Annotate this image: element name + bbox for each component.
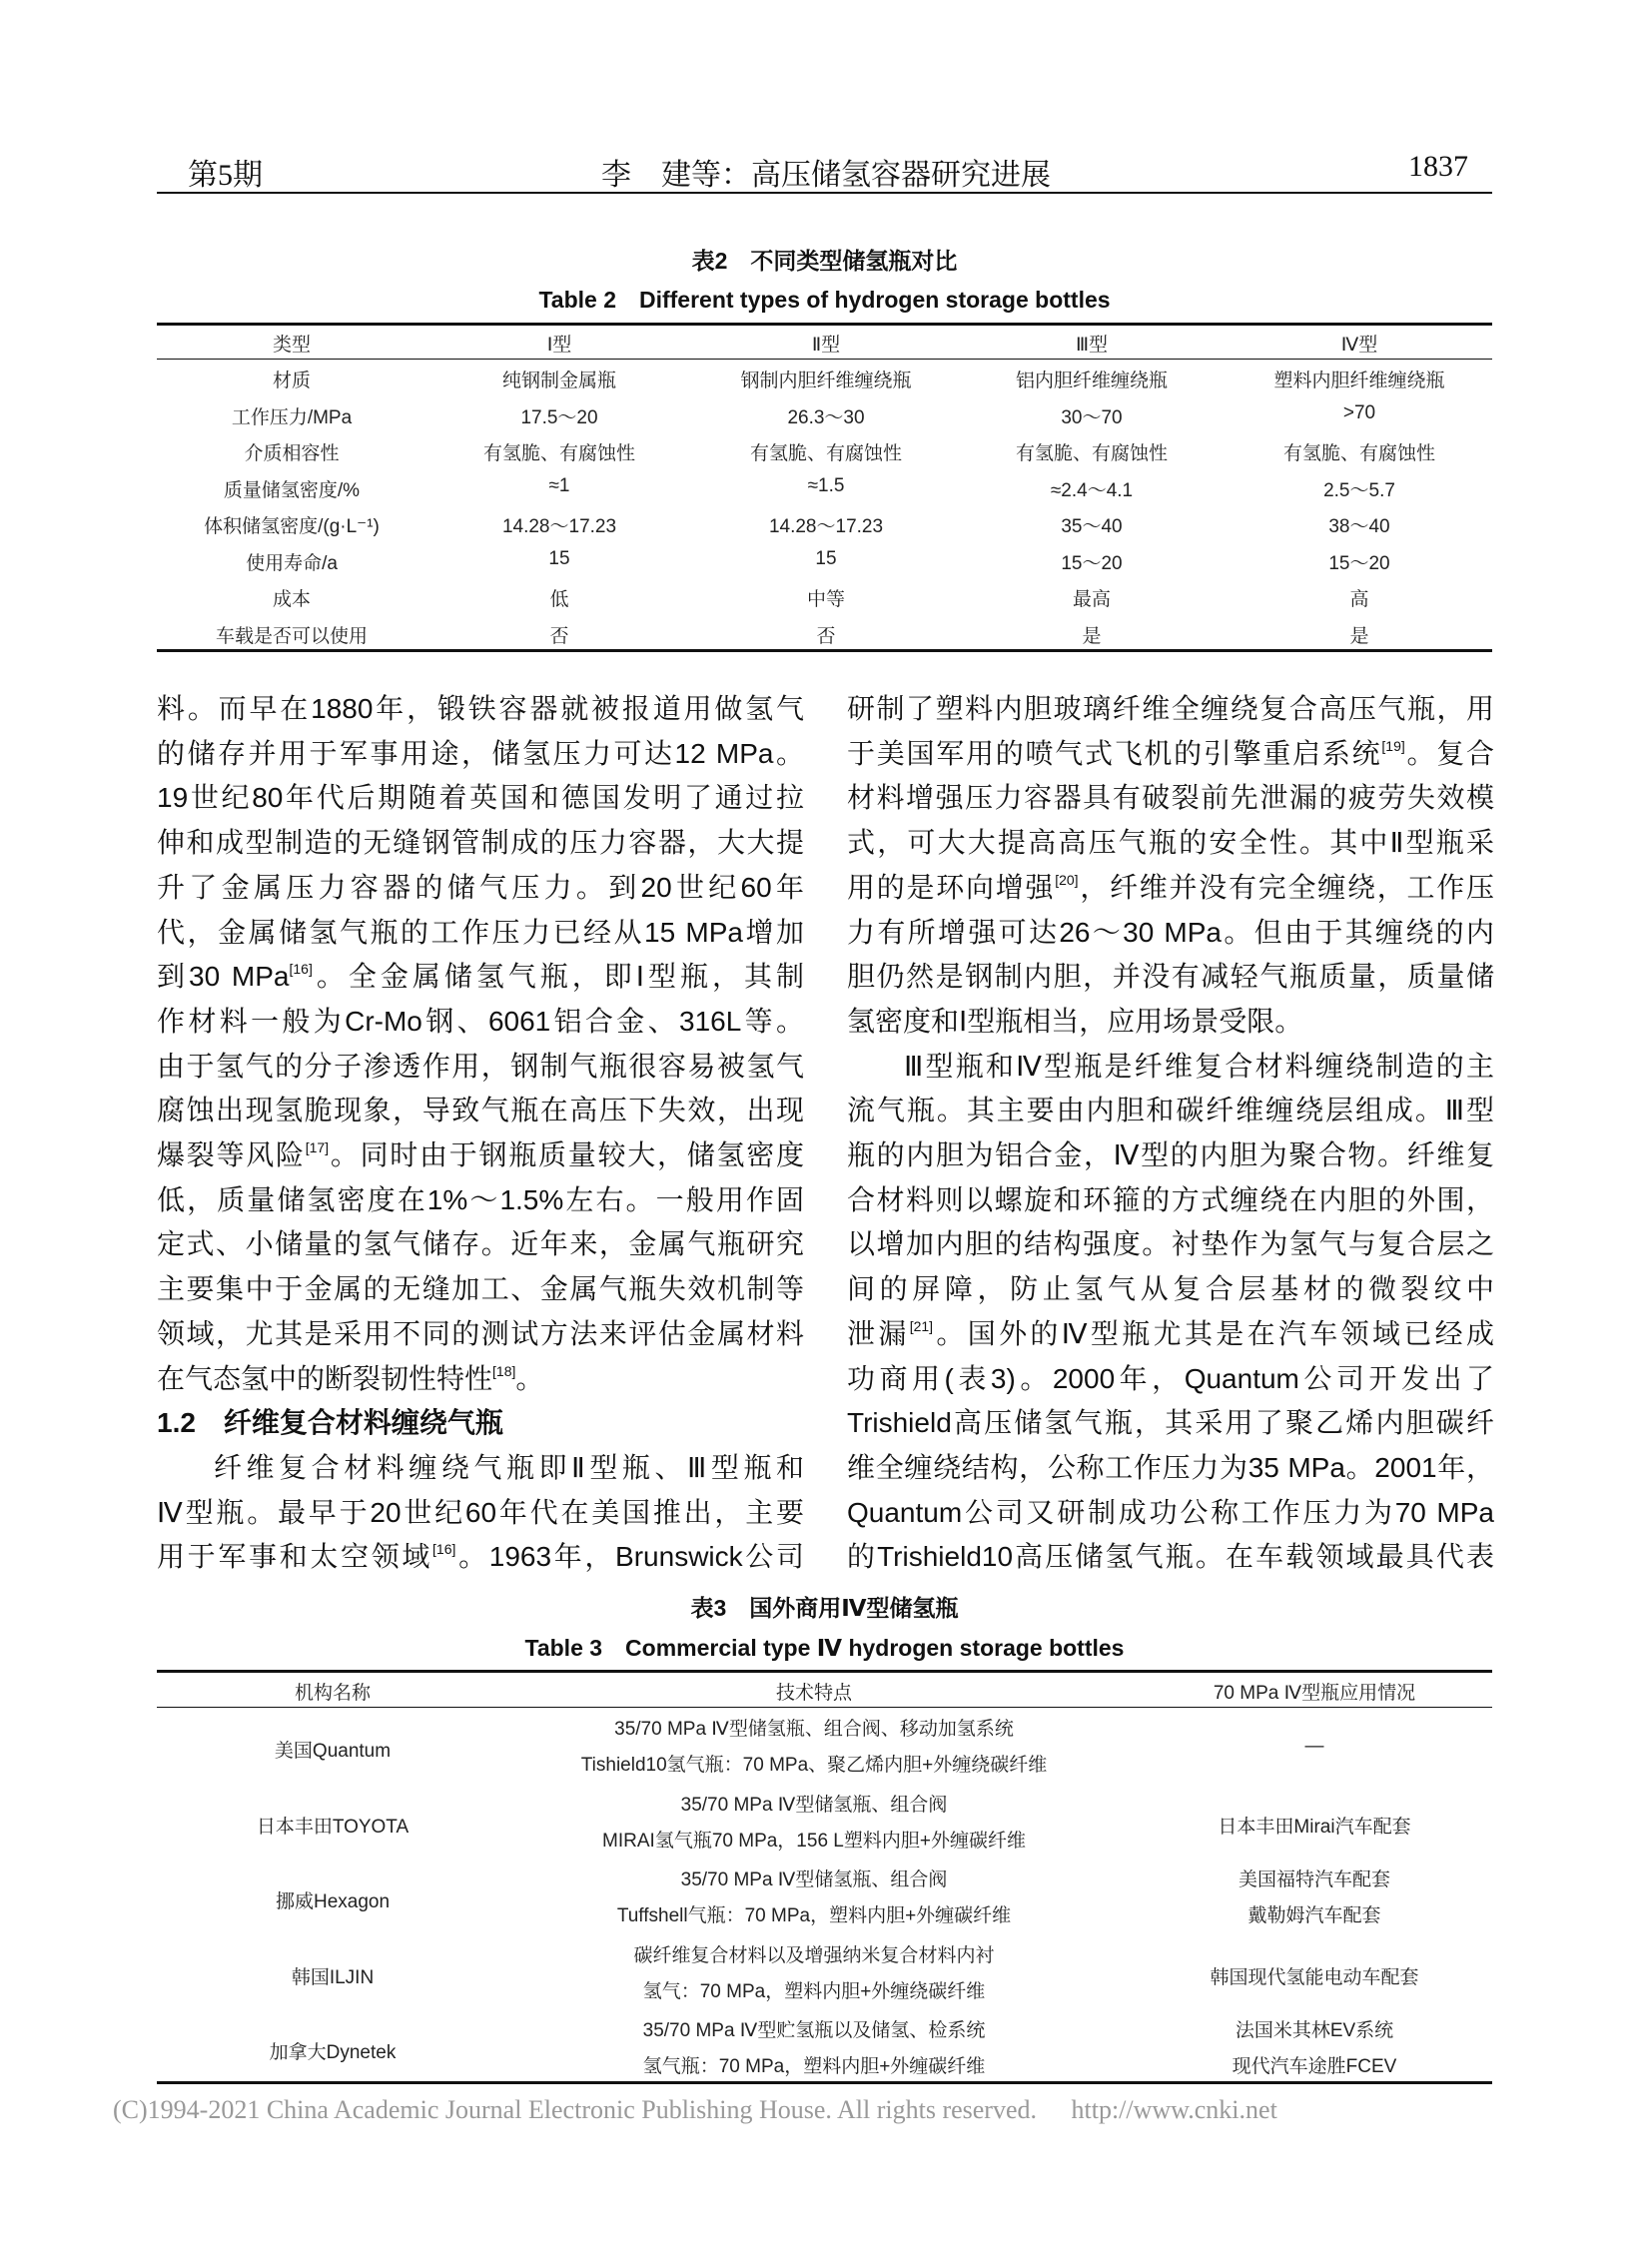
text-segment: 于美国军用的喷气式飞机的引擎重启系统 [847, 737, 1382, 769]
table-cell: 38～40 [1328, 516, 1390, 537]
table-cell: 低 [549, 589, 569, 610]
text-line [847, 866, 1494, 910]
table-cell: 30～70 [1061, 406, 1123, 428]
table-cell: 2.5～5.7 [1323, 479, 1395, 501]
tech-feature: 35/70 MPa Ⅳ型贮氢瓶以及储氢、检系统 [642, 2020, 986, 2041]
text-segment: 。同时由于钢瓶质量较大，储氢密度 [329, 1139, 804, 1170]
application: 韩国现代氢能电动车配套 [1210, 1966, 1419, 1988]
table-cell: 材质 [272, 371, 312, 391]
table-cell: 质量储氢密度/% [223, 479, 361, 501]
table-cell: 有氢脆、有腐蚀性 [1015, 443, 1169, 464]
text-segment: 作材料一般为Cr-Mo钢、6061铝合金、316L等。 [157, 1005, 804, 1037]
citation-ref: [19] [1381, 737, 1405, 754]
running-title: 李 建等：高压储氢容器研究进展 [601, 159, 1051, 192]
text-segment: 功商用(表3)。2000年，Quantum公司开发出了 [847, 1362, 1494, 1394]
text-segment: Ⅲ型瓶和Ⅳ型瓶是纤维复合材料缠绕制造的主 [904, 1050, 1494, 1082]
text-segment: Ⅳ型瓶。最早于20世纪60年代在美国推出，主要 [157, 1496, 804, 1528]
table-cell: 15～20 [1061, 552, 1123, 574]
text-segment: 研制了塑料内胆玻璃纤维全缠绕复合高压气瓶，用 [847, 693, 1494, 724]
tech-feature: 35/70 MPa Ⅳ型储氢瓶、组合阀、移动加氢系统 [614, 1719, 1014, 1740]
application: 法国米其林EV系统 [1235, 2020, 1394, 2041]
text-line [847, 1491, 1494, 1535]
citation-ref: [16] [289, 961, 313, 978]
text-segment: 伸和成型制造的无缝钢管制成的压力容器，大大提 [157, 827, 804, 859]
table-cell: 铝内胆纤维缠绕瓶 [1015, 371, 1169, 391]
table-2-caption-en: Table 2 Different types of hydrogen storage bottles [538, 287, 1111, 313]
text-segment: 主要集中于金属的无缝加工、金属气瓶失效机制等 [157, 1273, 804, 1305]
text-line [847, 1000, 1494, 1044]
column-header: 70 MPa Ⅳ型瓶应用情况 [1213, 1683, 1416, 1704]
tech-feature: 碳纤维复合材料以及增强纳米复合材料内衬 [633, 1944, 995, 1966]
table-cell: ≈1 [548, 474, 570, 496]
text-line [157, 821, 804, 865]
text-line [847, 821, 1494, 865]
table-cell: >70 [1342, 401, 1376, 423]
text-line [847, 1401, 1494, 1445]
column-header: 技术特点 [775, 1683, 853, 1704]
text-line [157, 732, 804, 776]
table-bottom-rule [157, 649, 1492, 652]
org-name: 挪威Hexagon [275, 1891, 391, 1912]
footer [113, 2095, 1277, 2125]
text-segment: 。国外的Ⅳ型瓶尤其是在汽车领域已经成 [933, 1317, 1494, 1349]
text-segment: 19世纪80年代后期随着英国和德国发明了通过拉 [157, 782, 804, 814]
table-3-caption-cn: 表3 国外商用Ⅳ型储氢瓶 [690, 1595, 959, 1621]
column-header: Ⅱ型 [811, 335, 841, 356]
table-cell: ≈1.5 [807, 474, 845, 496]
table-cell: 有氢脆、有腐蚀性 [749, 443, 903, 464]
table-cell: 成本 [272, 589, 312, 610]
text-segment: ，纤维并没有完全缠绕，工作压 [1078, 871, 1494, 903]
org-name: 加拿大Dynetek [269, 2042, 397, 2063]
text-line [847, 1089, 1494, 1132]
table-cell: 塑料内胆纤维缠绕瓶 [1273, 371, 1445, 391]
text-line [157, 1222, 804, 1266]
text-line [214, 1446, 804, 1490]
text-segment: 纤维复合材料缠绕气瓶即Ⅱ型瓶、Ⅲ型瓶和 [214, 1451, 804, 1483]
text-line [157, 1491, 804, 1535]
citation-ref: [17] [305, 1139, 330, 1155]
text-line [157, 1312, 804, 1356]
text-segment: 用于军事和太空领域 [157, 1541, 433, 1573]
table-cell: 14.28～17.23 [501, 516, 617, 537]
table-cell: 使用寿命/a [246, 552, 338, 574]
table-cell: 纯钢制金属瓶 [501, 371, 617, 391]
table-bottom-rule [157, 2081, 1492, 2084]
text-segment: 定式、小储量的氢气储存。近年来，金属气瓶研究 [157, 1228, 804, 1260]
text-line [157, 1357, 804, 1401]
text-segment: 到30 MPa [157, 961, 290, 993]
text-segment: 力有所增强可达26～30 MPa。但由于其缠绕的内 [847, 916, 1494, 948]
table-cell: 15 [548, 547, 570, 569]
table-cell: ≈2.4～4.1 [1050, 479, 1134, 501]
table-cell: 中等 [806, 589, 846, 610]
section-heading [157, 1401, 804, 1445]
citation-ref: [16] [432, 1541, 456, 1558]
text-segment: 爆裂等风险 [157, 1139, 306, 1170]
text-line [157, 776, 804, 820]
column-header: 类型 [272, 335, 312, 356]
org-name: 日本丰田TOYOTA [256, 1816, 410, 1838]
table-cell: 15 [815, 547, 837, 569]
text-segment: 腐蚀出现氢脆现象，导致气瓶在高压下失效，出现 [157, 1095, 804, 1126]
tech-feature: Tishield10氢气瓶：70 MPa、聚乙烯内胆+外缠绕碳纤维 [580, 1755, 1048, 1776]
table-3-caption-en: Table 3 Commercial type Ⅳ hydrogen storage bottles [524, 1635, 1125, 1661]
text-line [847, 732, 1494, 776]
text-line [847, 1446, 1494, 1490]
text-line [847, 1357, 1494, 1401]
header-rule [157, 192, 1492, 194]
table-cell: 26.3～30 [787, 406, 865, 428]
table-top-rule [157, 1670, 1492, 1673]
column-header: Ⅳ型 [1340, 335, 1378, 356]
text-line [157, 687, 804, 731]
text-segment: 合材料则以螺旋和环箍的方式缠绕在内胆的外围， [847, 1183, 1494, 1215]
text-line [157, 911, 804, 955]
table-header-rule [157, 359, 1492, 360]
text-segment: 。复合 [1404, 737, 1494, 769]
table-header-rule [157, 1707, 1492, 1708]
org-name: 韩国ILJIN [291, 1966, 375, 1988]
text-segment: Trishield高压储氢气瓶，其采用了聚乙烯内胆碳纤 [847, 1407, 1494, 1439]
application: — [1304, 1736, 1324, 1757]
text-line [847, 776, 1494, 820]
copyright-notice: (C)1994-2021 China Academic Journal Electronic Publishing House. All rights reserved. [113, 2095, 1037, 2124]
table-cell: 14.28～17.23 [768, 516, 884, 537]
text-line [847, 1535, 1494, 1579]
text-segment: 以增加内胆的结构强度。衬垫作为氢气与复合层之 [847, 1228, 1494, 1260]
text-segment: 维全缠绕结构，公称工作压力为35 MPa。2001年， [847, 1451, 1494, 1483]
issue-label: 第5期 [188, 159, 263, 192]
text-segment: 。全金属储氢气瓶，即Ⅰ型瓶，其制 [312, 961, 804, 993]
text-line [847, 1222, 1494, 1266]
text-segment: 料。而早在1880年，锻铁容器就被报道用做氢气 [157, 693, 804, 724]
table-cell: 否 [816, 625, 836, 647]
table-cell: 是 [1349, 625, 1369, 647]
text-segment: Quantum公司又研制成功公称工作压力为70 MPa [847, 1496, 1494, 1528]
text-segment: 由于氢气的分子渗透作用，钢制气瓶很容易被氢气 [157, 1050, 804, 1082]
tech-feature: 35/70 MPa Ⅳ型储氢瓶、组合阀 [680, 1869, 948, 1890]
text-segment: 间的屏障，防止氢气从复合层基材的微裂纹中 [847, 1273, 1494, 1305]
text-segment: 流气瓶。其主要由内胆和碳纤维缠绕层组成。Ⅲ型 [847, 1095, 1494, 1126]
text-line [157, 1000, 804, 1044]
table-cell: 车载是否可以使用 [215, 625, 369, 647]
text-line [157, 1133, 804, 1177]
text-segment: 泄漏 [847, 1317, 910, 1349]
table-cell: 15～20 [1328, 552, 1390, 574]
column-header: Ⅲ型 [1075, 335, 1109, 356]
text-line [157, 1089, 804, 1132]
citation-ref: [20] [1055, 871, 1079, 888]
text-line [157, 955, 804, 999]
text-line [157, 1267, 804, 1311]
text-line [847, 911, 1494, 955]
text-segment: 氢密度和Ⅰ型瓶相当，应用场景受限。 [847, 1005, 1303, 1037]
application: 现代汽车途胜FCEV [1232, 2056, 1397, 2077]
tech-feature: 氢气瓶：70 MPa，塑料内胆+外缠碳纤维 [642, 2056, 986, 2077]
application: 日本丰田Mirai汽车配套 [1218, 1816, 1411, 1838]
citation-ref: [18] [492, 1362, 516, 1379]
table-cell: 高 [1349, 589, 1369, 610]
text-line [847, 1133, 1494, 1177]
table-cell: 工作压力/MPa [231, 406, 353, 428]
table-cell: 否 [549, 625, 569, 647]
text-line [157, 1178, 804, 1222]
cnki-link[interactable]: http://www.cnki.net [1071, 2095, 1277, 2124]
application: 美国福特汽车配套 [1238, 1869, 1391, 1890]
tech-feature: 氢气：70 MPa，塑料内胆+外缠绕碳纤维 [642, 1980, 986, 2002]
table-2-caption-cn: 表2 不同类型储氢瓶对比 [691, 248, 958, 274]
table-cell: 有氢脆、有腐蚀性 [482, 443, 636, 464]
page-number: 1837 [1408, 150, 1468, 183]
table-cell: 最高 [1072, 589, 1112, 610]
text-segment: 用的是环向增强 [847, 871, 1056, 903]
tech-feature: MIRAI氢气瓶70 MPa，156 L塑料内胆+外缠碳纤维 [602, 1830, 1026, 1852]
text-line [847, 687, 1494, 731]
text-line [157, 866, 804, 910]
text-line [157, 1535, 804, 1579]
tech-feature: Tuffshell气瓶：70 MPa，塑料内胆+外缠碳纤维 [616, 1905, 1012, 1926]
table-cell: 35～40 [1061, 516, 1123, 537]
text-line [847, 1267, 1494, 1311]
text-segment: 胆仍然是钢制内胆，并没有减轻气瓶质量，质量储 [847, 961, 1494, 993]
citation-ref: [21] [909, 1317, 934, 1334]
text-line [904, 1045, 1494, 1089]
text-segment: 代，金属储氢气瓶的工作压力已经从15 MPa增加 [157, 916, 804, 948]
text-segment: 式，可大大提高高压气瓶的安全性。其中Ⅱ型瓶采 [847, 827, 1494, 859]
text-segment: 领域，尤其是采用不同的测试方法来评估金属材料 [157, 1317, 804, 1349]
column-header: Ⅰ型 [546, 335, 572, 356]
text-line [847, 1312, 1494, 1356]
table-cell: 钢制内胆纤维缠绕瓶 [740, 371, 912, 391]
text-line [157, 1045, 804, 1089]
text-segment: 低，质量储氢密度在1%～1.5%左右。一般用作固 [157, 1183, 804, 1215]
text-segment: 在气态氢中的断裂韧性特性 [157, 1362, 493, 1394]
application: 戴勒姆汽车配套 [1247, 1905, 1381, 1926]
column-header: 机构名称 [294, 1683, 372, 1704]
org-name: 美国Quantum [274, 1741, 392, 1762]
table-cell: 体积储氢密度/(g·L⁻¹) [204, 516, 380, 537]
text-segment: 。1963年，Brunswick公司 [455, 1541, 804, 1573]
table-top-rule [157, 323, 1492, 326]
table-cell: 是 [1082, 625, 1102, 647]
text-segment: 材料增强压力容器具有破裂前先泄漏的疲劳失效模 [847, 782, 1494, 814]
text-line [847, 1178, 1494, 1222]
text-segment: 的储存并用于军事用途，储氢压力可达12 MPa。 [157, 737, 804, 769]
table-cell: 17.5～20 [520, 406, 598, 428]
text-line [847, 955, 1494, 999]
table-cell: 有氢脆、有腐蚀性 [1282, 443, 1436, 464]
text-segment: 的Trishield10高压储氢气瓶。在车载领域最具代表 [847, 1541, 1494, 1573]
tech-feature: 35/70 MPa Ⅳ型储氢瓶、组合阀 [680, 1794, 948, 1816]
text-segment: 1.2 纤维复合材料缠绕气瓶 [157, 1407, 503, 1439]
text-segment: 。 [515, 1362, 544, 1394]
table-cell: 介质相容性 [244, 443, 340, 464]
text-segment: 瓶的内胆为铝合金，Ⅳ型的内胆为聚合物。纤维复 [847, 1139, 1494, 1170]
text-segment: 升了金属压力容器的储气压力。到20世纪60年 [157, 871, 804, 903]
